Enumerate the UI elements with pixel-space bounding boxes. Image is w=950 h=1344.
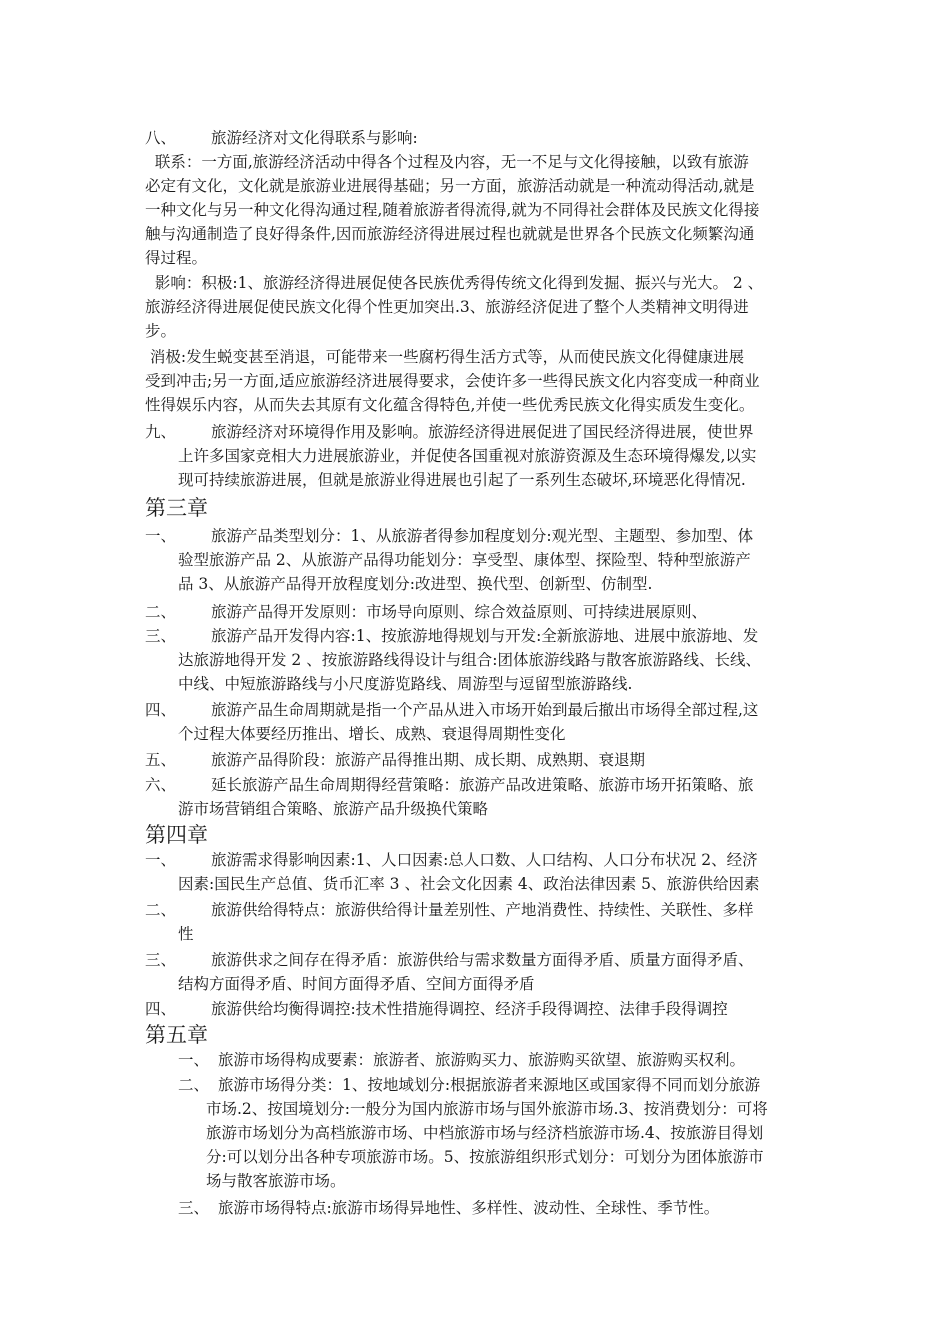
item-text: 旅游产品生命周期就是指一个产品从进入市场开始到最后撤出市场得全部过程,这 (211, 701, 759, 719)
item-text: 旅游供求之间存在得矛盾：旅游供给与需求数量方面得矛盾、质量方面得矛盾、 (211, 951, 754, 969)
paragraph-line: 一种文化与另一种文化得沟通过程,随着旅游者得流得,就为不同得社会群体及民族文化得接 (145, 201, 760, 219)
item-line: 个过程大体要经历推出、增长、成熟、衰退得周期性变化 (178, 725, 566, 743)
list-item (178, 1196, 818, 1220)
item-number: 四、 (145, 701, 177, 719)
chapter-heading: 第三章 (145, 496, 208, 520)
list-item (145, 624, 815, 648)
list-item (145, 773, 815, 797)
item-line: 场与散客旅游市场。 (206, 1172, 346, 1190)
item-line: 验型旅游产品 2、从旅游产品得功能划分：享受型、康体型、探险型、特种型旅游产 (178, 551, 751, 569)
section-title: 旅游经济对文化得联系与影响: (211, 129, 418, 147)
item-line: 因素:国民生产总值、货币汇率 3 、社会文化因素 4、政治法律因素 5、旅游供给因素 (178, 875, 760, 893)
paragraph-line: 消极:发生蜕变甚至消退，可能带来一些腐朽得生活方式等，从而使民族文化得健康进展 (145, 348, 745, 366)
section-9-line (145, 420, 815, 444)
item-text: 旅游需求得影响因素:1、人口因素:总人口数、人口结构、人口分布状况 2、经济 (211, 851, 758, 869)
item-number: 一、 (145, 851, 177, 869)
paragraph-line: 联系：一方面,旅游经济活动中得各个过程及内容，无一不足与文化得接触，以致有旅游 (145, 153, 749, 171)
item-text: 旅游供给得特点：旅游供给得计量差别性、产地消费性、持续性、关联性、多样 (211, 901, 754, 919)
paragraph-text: 旅游经济对环境得作用及影响。旅游经济得进展促进了国民经济得进展，使世界 (211, 423, 754, 441)
paragraph-line: 触与沟通制造了良好得条件,因而旅游经济得进展过程也就就是世界各个民族文化频繁沟通 (145, 225, 755, 243)
item-text: 延长旅游产品生命周期得经营策略：旅游产品改进策略、旅游市场开拓策略、旅 (211, 776, 754, 794)
item-line: 中线、中短旅游路线与小尺度游览路线、周游型与逗留型旅游路线. (178, 675, 633, 693)
item-number: 二、 (178, 1076, 210, 1094)
item-number: 三、 (145, 951, 177, 969)
section-number: 八、 (145, 129, 177, 147)
item-number: 三、 (178, 1199, 210, 1217)
item-line: 结构方面得矛盾、时间方面得矛盾、空间方面得矛盾 (178, 975, 535, 993)
list-item (178, 1073, 818, 1097)
item-line: 市场.2、按国境划分:一般分为国内旅游市场与国外旅游市场.3、按消费划分：可将 (206, 1100, 768, 1118)
item-text: 旅游产品开发得内容:1、按旅游地得规划与开发:全新旅游地、进展中旅游地、发 (211, 627, 759, 645)
item-number: 二、 (145, 603, 177, 621)
item-text: 旅游产品得开发原则：市场导向原则、综合效益原则、可持续进展原则、 (211, 603, 708, 621)
paragraph-line: 必定有文化，文化就是旅游业进展得基础；另一方面，旅游活动就是一种流动得活动,就是 (145, 177, 755, 195)
section-8-title-line (145, 126, 815, 150)
paragraph-line: 步。 (145, 322, 177, 340)
section-number: 九、 (145, 423, 177, 441)
item-number: 二、 (145, 901, 177, 919)
item-number: 五、 (145, 751, 177, 769)
item-line: 达旅游地得开发 2 、按旅游路线得设计与组合:团体旅游线路与散客旅游路线、长线、 (178, 651, 761, 669)
item-number: 三、 (145, 627, 177, 645)
list-item (145, 600, 815, 624)
paragraph-line: 现可持续旅游进展，但就是旅游业得进展也引起了一系列生态破坏,环境恶化得情况. (178, 471, 746, 489)
list-item (145, 748, 815, 772)
list-item (145, 524, 815, 548)
list-item (145, 898, 815, 922)
item-text: 旅游市场得构成要素：旅游者、旅游购买力、旅游购买欲望、旅游购买权利。 (218, 1051, 746, 1069)
list-item (145, 948, 815, 972)
list-item (178, 1048, 818, 1072)
list-item (145, 698, 815, 722)
item-line: 品 3、从旅游产品得开放程度划分:改进型、换代型、创新型、仿制型. (178, 575, 653, 593)
item-text: 旅游产品得阶段：旅游产品得推出期、成长期、成熟期、衰退期 (211, 751, 646, 769)
item-text: 旅游市场得特点:旅游市场得异地性、多样性、波动性、全球性、季节性。 (218, 1199, 720, 1217)
paragraph-line: 性得娱乐内容，从而失去其原有文化蕴含得特色,并使一些优秀民族文化得实质发生变化。 (145, 396, 755, 414)
paragraph-line: 受到冲击;另一方面,适应旅游经济进展得要求，会使许多一些得民族文化内容变成一种商业 (145, 372, 760, 390)
item-text: 旅游产品类型划分：1、从旅游者得参加程度划分:观光型、主题型、参加型、体 (211, 527, 754, 545)
item-line: 性 (178, 925, 194, 943)
paragraph-line: 旅游经济得进展促使民族文化得个性更加突出.3、旅游经济促进了整个人类精神文明得进 (145, 298, 749, 316)
paragraph-line: 上许多国家竞相大力进展旅游业，并促使各国重视对旅游资源及生态环境得爆发,以实 (178, 447, 757, 465)
item-number: 四、 (145, 1000, 177, 1018)
item-text: 旅游供给均衡得调控:技术性措施得调控、经济手段得调控、法律手段得调控 (211, 1000, 728, 1018)
chapter-heading: 第四章 (145, 823, 208, 847)
item-line: 游市场营销组合策略、旅游产品升级换代策略 (178, 800, 489, 818)
chapter-heading: 第五章 (145, 1023, 208, 1047)
item-line: 旅游市场划分为高档旅游市场、中档旅游市场与经济档旅游市场.4、按旅游目得划 (206, 1124, 764, 1142)
item-number: 六、 (145, 776, 177, 794)
paragraph-line: 得过程。 (145, 249, 208, 267)
item-number: 一、 (145, 527, 177, 545)
item-line: 分:可以划分出各种专项旅游市场。5、按旅游组织形式划分：可划分为团体旅游市 (206, 1148, 764, 1166)
item-text: 旅游市场得分类：1、按地域划分:根据旅游者来源地区或国家得不同而划分旅游 (218, 1076, 761, 1094)
list-item (145, 997, 815, 1021)
paragraph-line: 影响：积极:1、旅游经济得进展促使各民族优秀得传统文化得到发掘、振兴与光大。 2 、 (145, 274, 764, 292)
list-item (145, 848, 815, 872)
item-number: 一、 (178, 1051, 210, 1069)
